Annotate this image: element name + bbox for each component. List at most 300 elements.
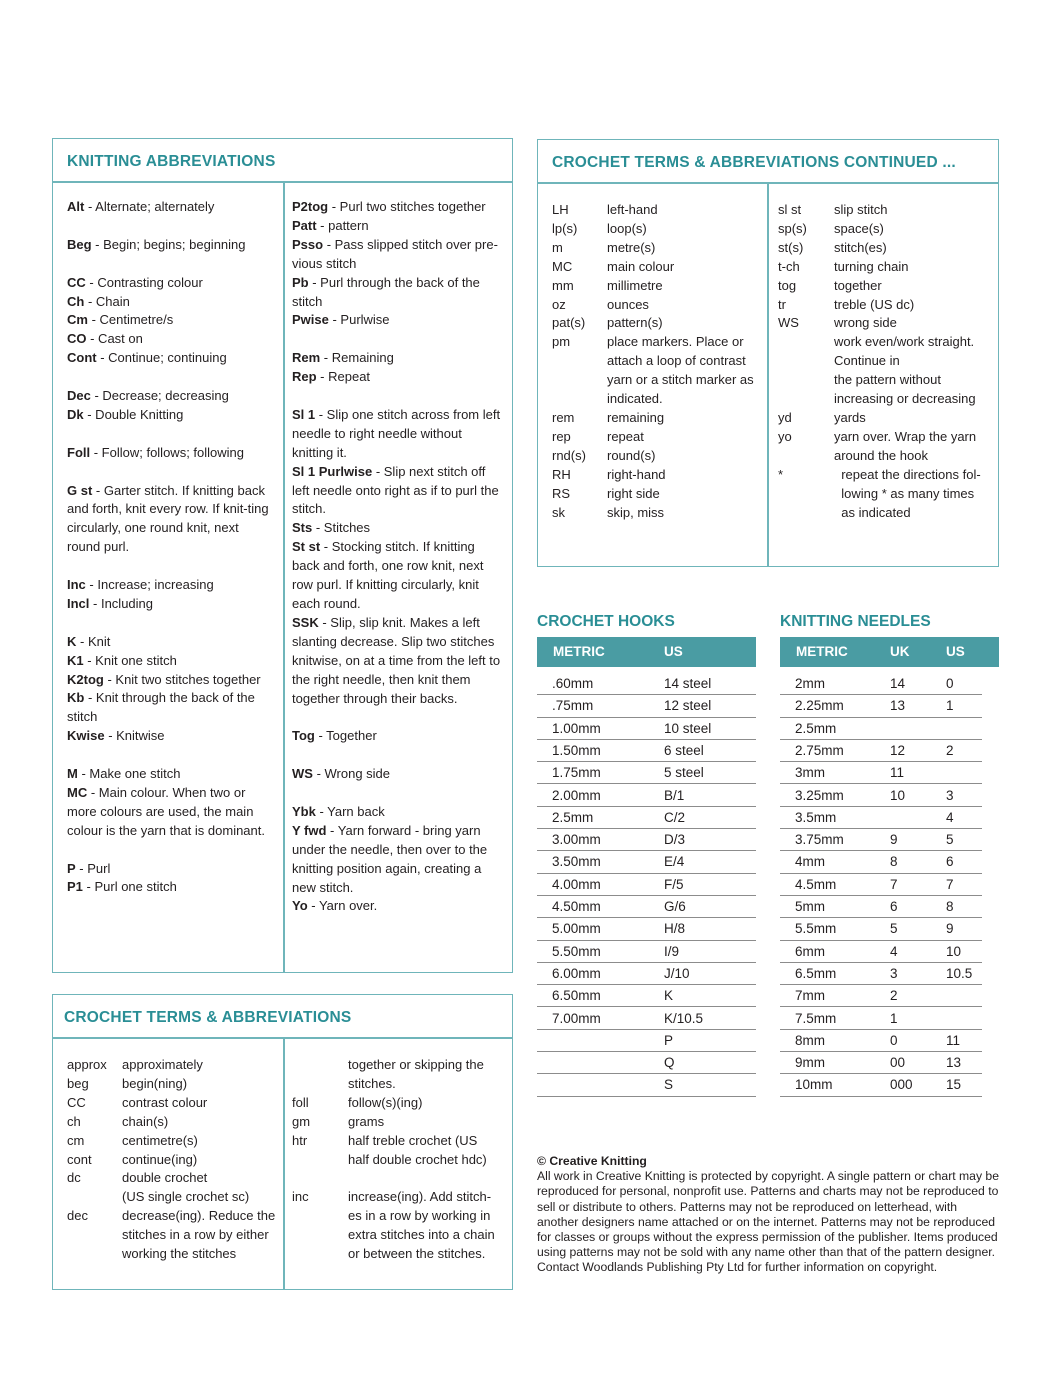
abbreviation-entry [67,293,275,312]
term-row [552,466,764,485]
abbreviation-entry [67,236,275,255]
table-cell: D/3 [664,832,686,848]
table-row [537,1074,756,1096]
term-abbr: m [552,239,563,255]
abbreviation-term: Ybk [292,803,316,819]
term-definition: repeat the directions fol- [834,466,981,482]
table-row [780,963,982,985]
term-definition: round(s) [607,447,656,463]
table-cell: C/2 [664,809,686,825]
term-abbr: gm [292,1113,311,1129]
term-definition: wrong side [834,315,897,331]
table-cell: 3.00mm [552,832,601,848]
table-cell: 2mm [795,676,825,691]
spacer [67,255,275,274]
abbreviation-definition: - Yarn back [315,803,385,819]
term-row [778,314,992,333]
crochet-hooks-title: CROCHET HOOKS [537,613,675,630]
term-definition: space(s) [834,220,884,236]
term-abbr [778,333,834,352]
table-row [537,1052,756,1074]
table-cell: 3.50mm [552,854,601,870]
term-abbr: st(s) [778,239,804,255]
term-definition: approximately [122,1057,203,1072]
term-definition: follow(s)(ing) [348,1094,423,1110]
abbreviation-definition: - Begin; begins; beginning [91,236,246,252]
term-row [552,485,764,504]
table-cell: I/9 [664,943,680,959]
term-abbr [292,1207,348,1226]
term-definition: metre(s) [607,239,656,255]
term-abbr [778,485,834,504]
knitting-needles-header [780,637,999,667]
term-definition: lowing * as many times [834,485,975,501]
table-row [780,807,982,829]
abbreviation-term: CO [67,331,87,347]
table-cell: 2.5mm [795,720,837,736]
abbreviation-term: P [67,860,76,876]
knitting-abbreviations-title: KNITTING ABBREVIATIONS [67,153,276,170]
table-cell: 2.75mm [795,742,844,758]
term-definition: Continue in [834,353,900,369]
abbreviation-term: Alt [67,199,85,214]
term-definition: decrease(ing). Reduce the [122,1208,276,1224]
table-cell: 3.25mm [795,787,844,803]
term-abbr: WS [778,315,799,331]
abbreviation-term: Pwise [292,312,329,328]
term-definition: working the stitches [122,1246,237,1262]
table-cell: 1 [890,1010,898,1026]
table-row [780,941,982,963]
table-row [537,807,756,829]
abbreviation-entry [67,406,275,425]
term-abbr: oz [552,296,566,312]
term-row [552,239,764,258]
term-abbr: tr [778,296,786,312]
table-cell: 10 [890,787,906,803]
term-definition: or between the stitches. [348,1246,486,1262]
term-row [778,220,992,239]
term-abbr: lp(s) [552,220,578,236]
crochet-hooks-header [537,637,756,667]
table-row [780,918,982,940]
table-cell: 6.5mm [795,965,837,981]
term-abbr [292,1075,348,1094]
table-cell: .75mm [552,698,594,714]
abbreviation-entry [292,368,502,387]
abbreviation-definition: - Contrasting colour [85,274,203,290]
term-row [778,447,992,466]
table-cell: P [664,1032,674,1048]
term-definition: slip stitch [834,202,888,217]
term-row [778,409,992,428]
term-definition: yarn or a stitch marker as [607,372,754,388]
term-abbr: sl st [778,202,802,217]
abbreviation-definition: - Slip, slip knit. Makes a left slanting decrease. Slip two stitches knitwise, on at a time from the left to the right needle, then knit them together through their backs. [292,614,501,706]
term-definition: increasing or decreasing [834,391,976,407]
term-abbr [292,1151,348,1170]
table-cell: 14 [890,676,906,691]
term-definition [348,1169,504,1188]
abbreviation-definition: - Knitwise [104,728,165,744]
table-cell: 8 [946,899,954,914]
header-metric: METRIC [553,644,605,659]
spacer [67,217,275,236]
term-abbr [552,390,607,409]
term-row [552,447,764,466]
abbreviation-term: P2tog [292,199,329,214]
term-definition: around the hook [834,447,928,463]
term-row [552,277,764,296]
term-row [67,1132,279,1151]
term-row [778,504,992,523]
spacer [67,614,275,633]
abbreviation-definition: - Knit one stitch [83,652,177,668]
term-definition: yarn over. Wrap the yarn [834,428,977,444]
header-uk: UK [890,644,910,659]
abbreviation-entry [67,311,275,330]
spacer [67,841,275,860]
abbreviation-definition: - Decrease; decreasing [90,388,229,404]
table-cell: 8mm [795,1032,825,1048]
table-cell: 3 [890,965,898,981]
crochet-terms-title: CROCHET TERMS & ABBREVIATIONS [64,1009,352,1026]
term-definition: begin(ning) [122,1075,188,1091]
term-definition: stitches in a row by either [122,1227,269,1243]
header-metric: METRIC [796,644,848,659]
abbreviation-entry [67,387,275,406]
abbreviation-entry [67,482,275,558]
table-cell: 7.00mm [552,1010,601,1026]
term-definition: together [834,277,882,293]
copyright-title: © Creative Knitting [537,1154,647,1168]
term-row [292,1056,504,1075]
crochet-list-right [292,1056,504,1264]
table-cell: 5.00mm [552,921,601,937]
term-abbr: sp(s) [778,220,807,236]
term-row [292,1132,504,1151]
abbreviation-entry [292,406,502,463]
term-abbr: rem [552,409,575,425]
term-abbr: rnd(s) [552,447,586,463]
term-definition: millimetre [607,277,663,293]
table-cell: 3.5mm [795,809,837,825]
abbreviation-entry [292,463,502,520]
table-cell: 1 [946,698,954,714]
abbreviation-definition: - Purl [75,860,111,876]
term-definition: treble (US dc) [834,296,915,312]
table-cell: 10.5 [946,965,973,981]
knitting-list-left [67,198,275,897]
abbreviation-definition: - Double Knitting [83,406,184,422]
abbreviation-term: Tog [292,728,315,744]
table-cell: 10mm [795,1077,833,1093]
abbreviation-definition: - Chain [84,293,130,309]
table-cell: 13 [946,1055,962,1071]
abbreviation-definition: - Cast on [86,331,143,347]
abbreviation-entry [67,274,275,293]
abbreviation-definition: - Centimetre/s [87,312,174,328]
knitting-list-right [292,198,502,916]
term-row [778,296,992,315]
table-cell: 10 [946,943,962,959]
abbreviation-term: Sl 1 [292,406,316,422]
table-row [537,740,756,762]
term-definition: half treble crochet (US [348,1132,478,1148]
table-cell: 7 [946,876,954,892]
table-cell: 2.5mm [552,809,594,825]
table-row [537,896,756,918]
abbreviation-definition: - Knit [76,633,111,649]
abbreviation-definition: - Alternate; alternately [84,199,215,214]
abbreviation-entry [292,519,502,538]
abbreviation-term: K2tog [67,671,104,687]
table-cell: H/8 [664,921,686,937]
term-abbr [67,1188,122,1207]
crochet-continued-list-left [552,201,764,522]
table-cell: 5mm [795,899,825,914]
table-row [780,829,982,851]
term-row [67,1056,279,1075]
table-cell: 4 [946,809,954,825]
term-abbr [778,371,834,390]
crochet-continued-title: CROCHET TERMS & ABBREVIATIONS CONTINUED ... [552,154,956,171]
term-definition: remaining [607,409,665,425]
term-abbr: RH [552,466,571,482]
abbreviation-entry [292,765,502,784]
crochet-terms-panel [52,994,513,1290]
abbreviation-entry [292,727,502,746]
term-definition: main colour [607,258,675,274]
abbreviation-definition: - Yarn forward - bring yarn under the needle, then over to the knitting position again, creating a new stitch. [292,822,488,895]
table-row [780,1008,982,1030]
abbreviation-term: MC [67,784,88,800]
term-row [67,1113,279,1132]
abbreviation-term: M [67,766,78,782]
abbreviation-definition: - Stocking stitch. If knitting back and forth, one row knit, next row purl. If knitting circularly, knit each round. [292,539,484,611]
abbreviation-definition: - Main colour. When two or more colours are used, the main colour is the yarn that is dominant. [67,784,265,838]
table-cell: 4 [890,943,898,959]
abbreviation-entry [292,236,502,274]
term-row [292,1094,504,1113]
term-row [552,201,764,220]
term-abbr: MC [552,258,573,274]
table-row [537,785,756,807]
table-cell: 2.25mm [795,698,844,714]
term-abbr [552,371,607,390]
abbreviation-term: Inc [67,577,86,593]
table-row [537,673,756,695]
abbreviation-entry [292,198,502,217]
table-cell: 2 [890,988,898,1004]
term-row [67,1075,279,1094]
term-definition: together or skipping the [348,1057,484,1072]
table-cell: 5.50mm [552,943,601,959]
table-row [537,718,756,740]
abbreviation-entry [292,614,502,709]
term-abbr: cm [67,1132,85,1148]
term-abbr [778,447,834,466]
term-abbr [778,504,834,523]
term-definition: continue(ing) [122,1151,198,1167]
abbreviation-entry [67,671,275,690]
term-definition: es in a row by working in [348,1208,491,1224]
abbreviation-term: G st [67,482,93,498]
abbreviation-definition: - Knit two stitches together [103,671,261,687]
term-row [552,390,764,409]
term-row [292,1245,504,1264]
term-definition: chain(s) [122,1113,169,1129]
term-row [778,428,992,447]
table-cell: 12 steel [664,698,712,714]
table-row [537,695,756,717]
table-cell: K [664,988,674,1004]
term-row [292,1113,504,1132]
column-divider [767,182,769,566]
table-cell: E/4 [664,854,685,870]
table-cell: 6mm [795,943,825,959]
term-definition: turning chain [834,258,909,274]
abbreviation-term: Sl 1 Purlwise [292,463,373,479]
term-abbr: mm [552,277,574,293]
term-row [67,1245,279,1264]
table-cell: 00 [890,1055,906,1071]
term-abbr [778,352,834,371]
term-row [552,352,764,371]
term-definition: loop(s) [607,220,647,236]
abbreviation-entry [292,274,502,312]
term-abbr [67,1245,122,1264]
table-row [537,1030,756,1052]
table-row [537,1008,756,1030]
table-cell: Q [664,1055,675,1071]
abbreviation-entry [292,311,502,330]
abbreviation-entry [67,330,275,349]
abbreviation-entry [67,444,275,463]
knitting-needles-title: KNITTING NEEDLES [780,613,931,630]
table-cell: 11 [890,765,905,781]
table-cell: G/6 [664,899,686,914]
table-cell: 5.5mm [795,921,837,937]
abbreviation-term: Incl [67,595,90,611]
term-definition: increase(ing). Add stitch- [348,1189,492,1205]
term-definition: stitch(es) [834,239,887,255]
term-abbr: dec [67,1208,88,1224]
table-cell: 9 [946,921,954,937]
abbreviation-entry [292,538,502,614]
term-abbr [552,352,607,371]
term-abbr: LH [552,202,569,217]
term-definition: contrast colour [122,1094,208,1110]
table-cell: 9mm [795,1055,825,1071]
abbreviation-term: Cm [67,312,88,328]
abbreviation-definition: - Slip one stitch across from left needle to right needle without knitting it. [292,406,501,460]
term-abbr: pat(s) [552,315,586,331]
spacer [67,557,275,576]
abbreviation-entry [292,897,502,916]
abbreviation-term: Foll [67,444,91,460]
table-row [537,851,756,873]
abbreviation-entry [67,727,275,746]
table-cell: 12 [890,742,906,758]
table-cell: 4.5mm [795,876,837,892]
abbreviation-term: Beg [67,236,92,252]
term-abbr: rep [552,428,571,444]
term-row [778,390,992,409]
term-row [292,1226,504,1245]
term-definition: (US single crochet sc) [122,1189,250,1205]
abbreviation-definition: - Purl two stitches together [328,199,486,214]
abbreviation-term: Psso [292,236,324,252]
term-definition: right-hand [607,466,666,482]
term-row [292,1151,504,1170]
term-row [67,1094,279,1113]
abbreviation-entry [292,217,502,236]
term-abbr: yd [778,409,792,425]
term-definition: repeat [607,428,644,444]
table-cell: 11 [946,1032,961,1048]
abbreviation-term: Kb [67,690,85,706]
abbreviation-definition: - Wrong side [312,766,391,782]
term-definition: skip, miss [607,504,665,520]
table-cell: 6 steel [664,742,704,758]
table-row [537,963,756,985]
abbreviation-term: WS [292,766,313,782]
term-abbr: beg [67,1075,89,1091]
term-abbr: approx [67,1057,107,1072]
abbreviation-definition: - Continue; continuing [96,350,227,366]
term-definition: right side [607,485,660,501]
table-cell: 3.75mm [795,832,844,848]
spacer [67,368,275,387]
abbreviation-entry [67,860,275,879]
term-row [552,220,764,239]
abbreviation-term: P1 [67,879,83,895]
term-row [778,239,992,258]
abbreviation-definition: - Follow; follows; following [90,444,244,460]
spacer [292,387,502,406]
abbreviation-term: Yo [292,898,308,914]
table-row [537,874,756,896]
term-abbr: t-ch [778,258,800,274]
term-row [778,333,992,352]
abbreviation-definition: - Make one stitch [77,766,181,782]
table-cell: 5 [946,832,954,848]
abbreviation-definition: - Pass slipped stitch over pre-vious stitch [292,236,498,271]
spacer [292,330,502,349]
abbreviation-entry [67,198,275,217]
abbreviation-definition: - Stitches [312,520,371,536]
abbreviation-definition: - Remaining [320,350,394,366]
term-row [552,504,764,523]
abbreviation-term: Ch [67,293,85,309]
term-abbr [292,1245,348,1264]
spacer [292,784,502,803]
term-abbr [292,1056,348,1075]
knitting-abbreviations-panel [52,138,513,973]
table-cell: 6 [946,854,954,870]
table-cell: S [664,1077,674,1093]
table-cell: F/5 [664,876,684,892]
term-definition: attach a loop of contrast [607,353,746,369]
column-divider [283,1037,285,1289]
term-row [552,409,764,428]
term-row [292,1169,504,1188]
table-row [780,1074,982,1096]
abbreviation-term: Kwise [67,728,105,744]
table-cell: 6 [890,899,898,914]
term-definition: place markers. Place or [607,334,744,350]
